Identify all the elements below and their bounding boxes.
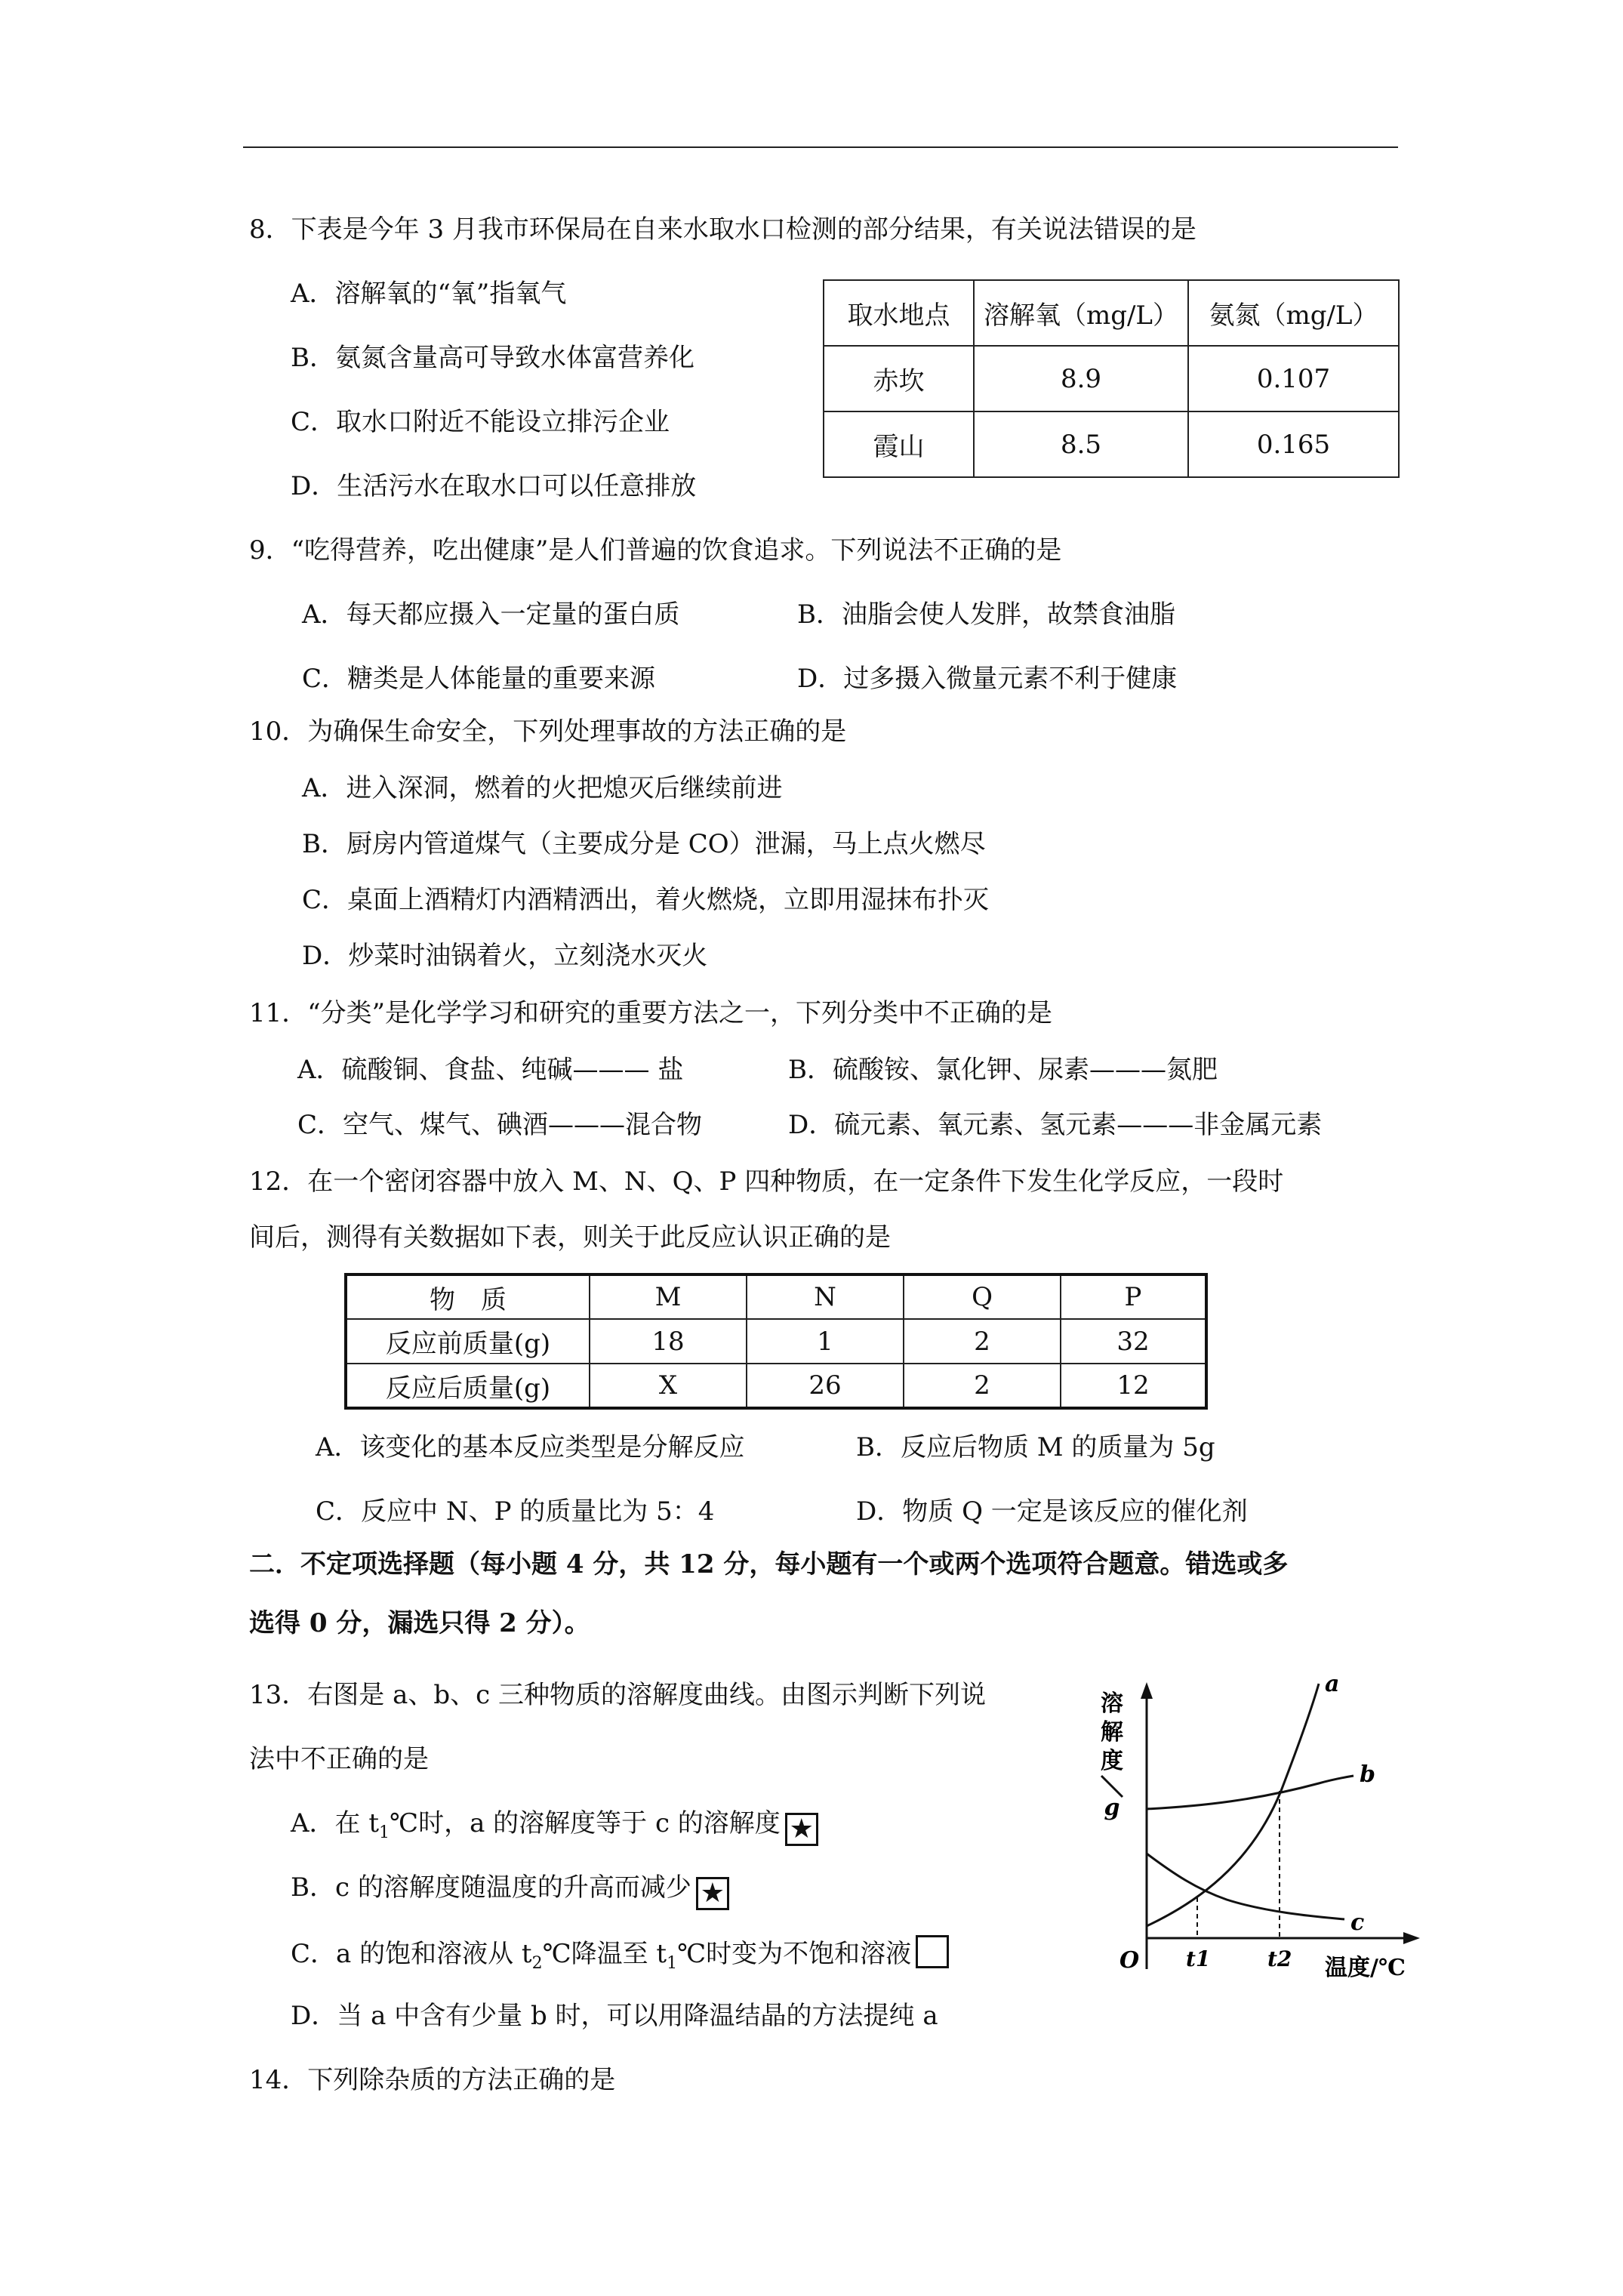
curve-b-label: b <box>1360 1761 1375 1788</box>
q13-option-b-checkbox[interactable]: ★ <box>696 1877 729 1910</box>
q8-option-b: B．氨氮含量高可导致水体富营养化 <box>291 343 694 373</box>
q12-option-d: D．物质 Q 一定是该反应的催化剂 <box>856 1496 1248 1527</box>
q9-option-b: B．油脂会使人发胖，故禁食油脂 <box>797 599 1175 630</box>
y-label-char: 解 <box>1101 1719 1123 1746</box>
x-axis-arrow-icon <box>1403 1932 1420 1944</box>
table-cell: 8.9 <box>974 346 1188 411</box>
q12-option-c: C．反应中 N、P 的质量比为 5：4 <box>316 1496 715 1527</box>
table-row <box>346 1319 1206 1364</box>
table-cell: 反应前质量(g) <box>346 1319 590 1364</box>
table-cell: 18 <box>590 1319 747 1364</box>
section2-heading-line1: 二．不定项选择题（每小题 4 分，共 12 分，每小题有一个或两个选项符合题意。错选或多 <box>249 1549 1289 1579</box>
t1-label: t1 <box>1186 1946 1211 1971</box>
q13-option-b: B．c 的溶解度随温度的升高而减少 ★ <box>291 1871 729 1910</box>
q10-option-a: A．进入深洞，燃着的火把熄灭后继续前进 <box>302 773 783 803</box>
q11-option-a: A．硫酸铜、食盐、纯碱——— 盐 <box>297 1055 684 1085</box>
table-cell: 0.107 <box>1188 346 1399 411</box>
table-row <box>824 411 1399 477</box>
y-label-slash <box>1101 1776 1123 1797</box>
curve-c-label: c <box>1350 1909 1365 1936</box>
q12-stem-line2: 间后，测得有关数据如下表，则关于此反应认识正确的是 <box>249 1222 891 1253</box>
table-cell: 32 <box>1061 1319 1206 1364</box>
q13-option-c: C．a 的饱和溶液从 $t_2℃$降温至 $t_1℃$时变为不饱和溶液 <box>291 1935 949 1980</box>
q12-option-b: B．反应后物质 M 的质量为 5g <box>856 1432 1215 1462</box>
q8-option-a: A．溶解氧的“氧”指氧气 <box>291 279 567 309</box>
x-label: 温度/℃ <box>1325 1955 1406 1978</box>
table-cell: 赤坎 <box>824 346 974 411</box>
q8-option-c: C．取水口附近不能设立排污企业 <box>291 407 670 437</box>
q10-option-b: B．厨房内管道煤气（主要成分是 CO）泄漏，马上点火燃尽 <box>302 829 986 859</box>
table-cell: 2 <box>904 1319 1061 1364</box>
q8-table <box>823 279 1400 478</box>
q13-option-a: A．在 $t_1℃$时，a 的溶解度等于 c 的溶解度 ★ <box>291 1807 818 1850</box>
q13-stem-line2: 法中不正确的是 <box>249 1744 429 1774</box>
curve-b <box>1147 1776 1354 1809</box>
q11-option-b: B．硫酸铵、氯化钾、尿素———氮肥 <box>788 1055 1218 1085</box>
q13-stem-line1: 13．右图是 a、b、c 三种物质的溶解度曲线。由图示判断下列说 <box>249 1680 986 1710</box>
y-label-char: 度 <box>1101 1748 1123 1774</box>
q11-option-d: D．硫元素、氧元素、氢元素———非金属元素 <box>788 1110 1323 1140</box>
q8-stem: 8．下表是今年 3 月我市环保局在自来水取水口检测的部分结果，有关说法错误的是 <box>249 214 1196 245</box>
table-cell: 12 <box>1061 1364 1206 1408</box>
q10-option-d: D．炒菜时油锅着火，立刻浇水灭火 <box>302 941 708 971</box>
q13-option-c-checkbox[interactable] <box>916 1935 949 1968</box>
table-cell: X <box>590 1364 747 1408</box>
curve-a <box>1147 1684 1319 1926</box>
q9-option-c: C．糖类是人体能量的重要来源 <box>302 664 656 694</box>
q9-option-d: D．过多摄入微量元素不利于健康 <box>797 664 1178 694</box>
table-cell: 霞山 <box>824 411 974 477</box>
q12-option-a: A．该变化的基本反应类型是分解反应 <box>316 1432 745 1462</box>
section2-heading-line2: 选得 0 分，漏选只得 2 分）。 <box>249 1608 590 1638</box>
table-header-cell: 取水地点 <box>824 280 974 346</box>
q8-option-d: D．生活污水在取水口可以任意排放 <box>291 471 697 501</box>
q10-stem: 10．为确保生命安全，下列处理事故的方法正确的是 <box>249 717 847 747</box>
origin-label: O <box>1119 1947 1140 1974</box>
y-label-unit: g <box>1104 1795 1120 1821</box>
table-row <box>346 1364 1206 1408</box>
table-cell: 反应后质量(g) <box>346 1364 590 1408</box>
table-cell: 1 <box>747 1319 904 1364</box>
q11-option-c: C．空气、煤气、碘酒———混合物 <box>297 1110 703 1140</box>
y-label-char: 溶 <box>1101 1690 1123 1717</box>
table-header-cell: N <box>747 1274 904 1319</box>
q13-option-a-checkbox[interactable]: ★ <box>785 1813 818 1846</box>
table-header-cell: P <box>1061 1274 1206 1319</box>
top-rule <box>243 146 1398 148</box>
q9-stem: 9．“吃得营养，吃出健康”是人们普遍的饮食追求。下列说法不正确的是 <box>249 535 1062 566</box>
t2-label: t2 <box>1267 1946 1292 1971</box>
table-cell: 0.165 <box>1188 411 1399 477</box>
q11-stem: 11．“分类”是化学学习和研究的重要方法之一，下列分类中不正确的是 <box>249 998 1053 1028</box>
table-row <box>824 346 1399 411</box>
y-axis-arrow-icon <box>1141 1682 1153 1699</box>
q10-option-c: C．桌面上酒精灯内酒精洒出，着火燃烧，立即用湿抹布扑灭 <box>302 885 990 915</box>
curve-a-label: a <box>1325 1676 1340 1697</box>
table-cell: 8.5 <box>974 411 1188 477</box>
table-header-cell: 氨氮（mg/L） <box>1188 280 1399 346</box>
table-row <box>824 280 1399 346</box>
q13-option-d: D．当 a 中含有少量 b 时，可以用降温结晶的方法提纯 a <box>291 2001 938 2031</box>
q14-stem: 14．下列除杂质的方法正确的是 <box>249 2065 616 2095</box>
table-cell: 2 <box>904 1364 1061 1408</box>
table-header-cell: M <box>590 1274 747 1319</box>
table-row <box>346 1274 1206 1319</box>
q12-table <box>344 1273 1208 1410</box>
table-header-cell: 溶解氧（mg/L） <box>974 280 1188 346</box>
table-header-cell: Q <box>904 1274 1061 1319</box>
table-cell: 26 <box>747 1364 904 1408</box>
q12-stem-line1: 12．在一个密闭容器中放入 M、N、Q、P 四种物质，在一定条件下发生化学反应，一段时 <box>249 1166 1284 1197</box>
table-header-cell: 物 质 <box>346 1274 590 1319</box>
q9-option-a: A．每天都应摄入一定量的蛋白质 <box>302 599 680 630</box>
solubility-diagram <box>1076 1676 1438 1978</box>
